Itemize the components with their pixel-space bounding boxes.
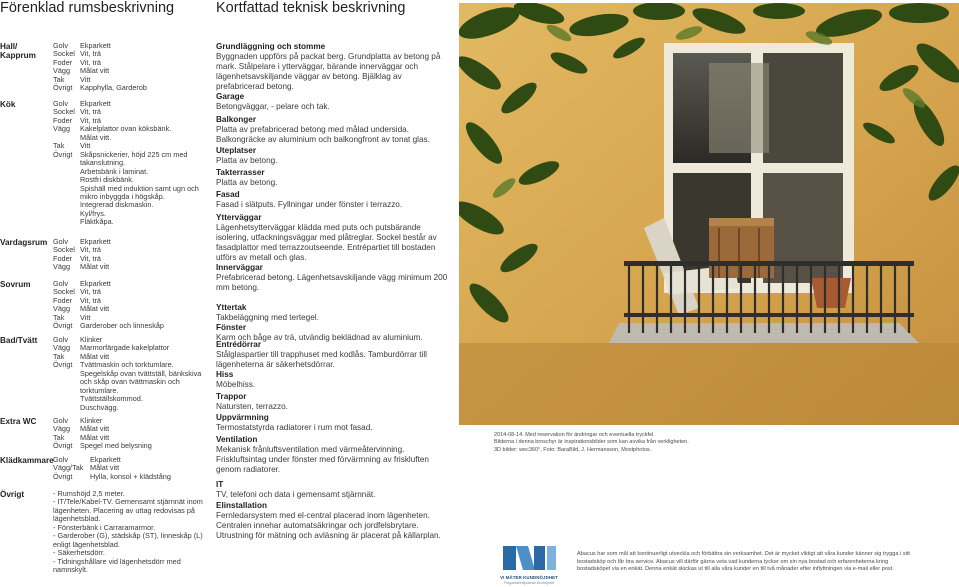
room-row-label: Vägg/Tak <box>53 463 84 473</box>
room-row-value: Målat vitt <box>80 66 110 76</box>
tech-section-body: Mekanisk frånluftsventilation med värmeåtervinning. Friskluftsintag under fönster med förvärmning av friskluften genom radiatorer. <box>216 445 429 474</box>
room-row-label: Vägg <box>53 424 71 434</box>
room-name: Klädkammare <box>0 456 54 465</box>
room-row-label: Vägg <box>53 66 71 76</box>
room-row-value: Tvättmaskin och torktumlare. <box>80 360 174 370</box>
tech-section-body: Byggnaden uppförs på packat berg. Grundplatta av betong på mark. Stålpelare i ytterväggar, bärande innerväggar och lägenhetsavskiljande väggar av betong. Bjälklag av prefabricerad betong. <box>216 52 441 91</box>
tech-section <box>216 480 452 500</box>
room-row <box>0 201 212 209</box>
room-row-label: Tak <box>53 141 65 151</box>
tech-section-body: Fasad i slätputs. Fyllningar under fönster i terrazzo. <box>216 200 403 209</box>
room-row-value: Kapphylla, Garderob <box>80 83 147 93</box>
tech-section <box>216 190 452 210</box>
room-name: Kök <box>0 100 16 109</box>
tech-section-body: Betongväggar, - pelare och tak. <box>216 102 330 111</box>
tech-section <box>216 392 452 412</box>
room-row-label: Sockel <box>53 107 75 117</box>
room-section <box>0 238 212 272</box>
tech-section-body: Stålglaspartier till trapphuset med kodlås. Tamburdörrar till lägenheterna är säkerhetsdörrar. <box>216 350 427 369</box>
room-row-label: Vägg <box>53 262 71 272</box>
tech-section-body: Platta av prefabricerad betong med målad undersida. Balkongräcke av aluminium och balkongfront av tonat glas. <box>216 125 430 144</box>
room-row <box>0 263 212 271</box>
room-row-label: Golv <box>53 99 69 108</box>
tech-section-title: Uteplatser <box>216 146 257 155</box>
room-row <box>0 370 212 395</box>
nki-logo-mark <box>497 544 561 574</box>
room-row-value: Ekparkett <box>80 237 111 246</box>
tech-section <box>216 413 452 433</box>
room-row-value: Tvättställskommod. <box>80 394 143 404</box>
tech-section <box>216 213 452 263</box>
tech-section-title: Balkonger <box>216 115 257 124</box>
tech-section <box>216 146 452 166</box>
room-row-label: Golv <box>53 237 69 246</box>
room-row-value: Vit, trä <box>80 49 101 59</box>
tech-section-body: Prefabricerad betong. Lägenhetsavskiljande vägg minimum 200 mm betong. <box>216 273 448 292</box>
room-row <box>0 185 212 202</box>
room-row <box>0 108 212 116</box>
tech-section-body: Takbeläggning med tertegel. <box>216 313 319 322</box>
tech-section <box>216 115 452 145</box>
room-row <box>0 42 212 50</box>
room-row <box>0 305 212 313</box>
room-row-label: Tak <box>53 312 65 322</box>
room-row-label: Sockel <box>53 287 75 297</box>
caption-line: 3D bilder: wec360°, Foto: BaraBild, J. Hermansson, Mostphotos. <box>494 446 652 453</box>
room-row-value: Klinker <box>80 416 103 425</box>
tech-section-title: Hiss <box>216 370 234 379</box>
room-row-value: Vit, trä <box>80 295 101 305</box>
nki-logo <box>497 544 561 586</box>
room-section <box>0 336 212 412</box>
tech-section-body: Fernledarsystem med el-central placerad inom lägenheten. Centralen innehar automatsäkringar och jordfelsbrytare. Utrustning för mätning och avläsning är placerat på källarplan. <box>216 511 441 540</box>
room-section <box>0 456 212 481</box>
room-row-label: Golv <box>53 335 69 344</box>
page-heading-rooms: Förenklad rumsbeskrivning <box>0 0 175 16</box>
tech-section-title: Garage <box>216 92 245 101</box>
room-row-value: Integrerad diskmaskin. <box>80 200 154 210</box>
tech-section <box>216 168 452 188</box>
ovrigt-heading: Övrigt <box>0 490 25 499</box>
room-row-label: Tak <box>53 351 65 361</box>
room-row-value: Målat vitt <box>90 463 120 473</box>
room-row-label: Golv <box>53 279 69 288</box>
ovrigt-item: - IT/Tele/Kabel-TV. Gemensamt stjärnnät inom lägenheten. Placering av uttag redovisas på lägenhetsblad. <box>53 497 203 524</box>
tech-section-body: Termostatstyrda radiatorer i rum mot fasad. <box>216 423 373 432</box>
ovrigt-item: - Garderober (G), städskåp (ST), linneskåp (L) enligt lägenhetsblad. <box>53 531 203 549</box>
nki-logo-text: VI MÄTER KUNDNÖJDHET <box>500 575 558 580</box>
photo-caption <box>494 432 724 454</box>
room-row-value: Målat vitt <box>80 424 110 434</box>
room-row-label: Tak <box>53 74 65 84</box>
tech-section-title: Takterrasser <box>216 168 265 177</box>
tech-section <box>216 370 452 390</box>
nki-description: Abacus har som mål att kontinuerligt utveckla och förbättra sin verksamhet. Det är mycket viktigt att våra kunder känner sig trygga i sitt bostadsköp och får bra service. Abacus vill därför gärna veta vad kunderna tycker om sin nya bostad och erfarenheterna kring bostadsköpet via en enkät. Denna enkät skickas ut till alla våra kunder en till två månader efter inflyttningen via e-mail eller post. <box>577 551 910 573</box>
tech-section-title: Trappor <box>216 392 247 401</box>
tech-section-title: Ytterväggar <box>216 213 262 222</box>
caption-line: Bilderna i denna broschyr är inspirationsbilder som kan avvika från verkligheten. <box>494 439 689 446</box>
room-row-value: Vit, trä <box>80 253 101 263</box>
room-row-label: Vägg <box>53 304 71 314</box>
room-row-value: Vit, trä <box>80 115 101 125</box>
tech-section-title: Uppvärmning <box>216 413 269 422</box>
room-row-label: Övrigt <box>53 321 73 331</box>
room-row <box>0 100 212 108</box>
tech-section-title: Fasad <box>216 190 240 199</box>
room-row-value: Målat vitt. <box>80 132 112 142</box>
room-row-label: Tak <box>53 432 65 442</box>
tech-section <box>216 303 452 323</box>
room-row-value: Fläktkåpa. <box>80 217 114 227</box>
tech-section <box>216 92 452 112</box>
tech-section-body: Platta av betong. <box>216 178 278 187</box>
room-row <box>0 280 212 288</box>
room-name: Extra WC <box>0 417 37 426</box>
tech-section <box>216 501 452 541</box>
room-row-value: Vit, trä <box>80 57 101 67</box>
room-row <box>0 288 212 296</box>
room-row-label: Foder <box>53 295 73 305</box>
room-section <box>0 417 212 451</box>
room-row-value: Kakelplattor ovan köksbänk. <box>80 124 172 134</box>
room-row-label: Övrigt <box>53 149 73 159</box>
room-row <box>0 238 212 246</box>
room-row-label: Golv <box>53 41 69 50</box>
room-row <box>0 151 212 168</box>
room-row-value: Vit, trä <box>80 287 101 297</box>
room-row-value: Spegelskåp ovan tvättställ, bänkskiva och skåp ovan tvättmaskin och torktumlare. <box>80 368 202 395</box>
room-row-label: Övrigt <box>53 360 73 370</box>
tech-section <box>216 435 452 475</box>
room-section <box>0 280 212 331</box>
room-row-value: Ekparkett <box>80 99 111 108</box>
room-row <box>0 67 212 75</box>
room-row-value: Rostfri diskbänk. <box>80 175 134 185</box>
room-row-label: Övrigt <box>53 83 73 93</box>
tech-section-body: Platta av betong. <box>216 156 278 165</box>
ovrigt-item: - Fönsterbänk i Carraramarmor. <box>53 522 156 532</box>
room-row-value: Vit, trä <box>80 245 101 255</box>
tech-section-body: Karm och båge av trä, utvändig beklädnad av aluminium. <box>216 333 423 342</box>
tech-section-title: Entrédörrar <box>216 340 262 349</box>
tech-section-title: Elinstallation <box>216 501 267 510</box>
room-row-value: Vit, trä <box>80 107 101 117</box>
room-row-value: Vitt <box>80 312 91 322</box>
room-row-label: Vägg <box>53 124 71 134</box>
tech-section <box>216 42 452 92</box>
room-row-value: Ekparkett <box>90 455 121 464</box>
tech-section-title: Grundläggning och stomme <box>216 42 326 51</box>
tech-section-title: Innerväggar <box>216 263 263 272</box>
balcony-illustration <box>459 3 959 425</box>
tech-section-body: TV, telefoni och data i gemensamt stjärnnät. <box>216 490 376 499</box>
room-row-value: Kyl/frys. <box>80 208 106 218</box>
room-name: Bad/Tvätt <box>0 336 38 345</box>
room-row-value: Spishäll med induktion samt ugn och mikro inbyggda i högskåp. <box>80 183 199 201</box>
room-row-label: Övrigt <box>53 441 73 451</box>
room-row <box>0 322 212 330</box>
room-row-value: Garderober och linneskåp <box>80 321 164 331</box>
room-row-value: Duschvägg. <box>80 402 119 412</box>
room-row-value: Skåpsnickerier, höjd 225 cm med takanslutning. <box>80 149 188 168</box>
room-row-value: Arbetsbänk i laminat. <box>80 166 149 176</box>
tech-section-title: IT <box>216 480 224 489</box>
room-name: Sovrum <box>0 280 31 289</box>
room-row-value: Målat vitt <box>80 351 110 361</box>
room-row-value: Spegel med belysning <box>80 441 152 451</box>
tech-section-title: Yttertak <box>216 303 247 312</box>
room-row <box>0 134 212 142</box>
nki-logo-subtext: Prisgaranti/erbjudande kundnöjdhet <box>503 581 555 585</box>
room-row-value: Ekparkett <box>80 41 111 50</box>
room-row-label: Foder <box>53 253 73 263</box>
ovrigt-item: - Rumshöjd 2,5 meter. <box>53 489 125 498</box>
room-row-value: Målat vitt <box>80 262 110 272</box>
room-row-value: Ekparkett <box>80 279 111 288</box>
room-section <box>0 100 212 227</box>
room-row-value: Klinker <box>80 335 103 344</box>
tech-section-title: Ventilation <box>216 435 258 444</box>
tech-section-body: Lägenhetsytterväggar klädda med puts och putsbärande isolering, utfackningsväggar med plåtreglar. Sockel består av fasadplattor med terrazzoutseende. Entrépartiet till bostaden utförs av metall och glas. <box>216 223 437 262</box>
room-row-value: Hylla, konsol + klädstång <box>90 471 171 481</box>
tech-section-title: Fönster <box>216 323 247 332</box>
room-row-label: Foder <box>53 57 73 67</box>
room-section <box>0 42 212 93</box>
room-row-label: Golv <box>53 416 69 425</box>
room-row <box>0 50 212 58</box>
ovrigt-item: - Tidningshållare vid lägenhetsdörr med namnskylt. <box>53 556 181 575</box>
room-row <box>0 473 212 481</box>
room-row <box>0 246 212 254</box>
room-row-label: Sockel <box>53 245 75 255</box>
room-row-value: Målat vitt <box>80 432 110 442</box>
room-row-label: Vägg <box>53 343 71 353</box>
tech-section <box>216 263 452 293</box>
ovrigt-item: - Säkerhetsdörr. <box>53 548 105 558</box>
ovrigt-list <box>53 490 213 575</box>
caption-line: 2014-08-14. Med reservation för ändringar och eventuella tryckfel. <box>494 432 655 438</box>
room-row <box>0 404 212 412</box>
room-row-label: Sockel <box>53 49 75 59</box>
room-row-label: Golv <box>53 455 69 464</box>
room-row-value: Målat vitt <box>80 304 110 314</box>
room-row-value: Vitt <box>80 141 91 151</box>
tech-section-body: Möbelhiss. <box>216 380 256 389</box>
room-name: Vardagsrum <box>0 238 48 247</box>
room-name: Hall/ Kapprum <box>0 42 36 61</box>
room-row-label: Övrigt <box>53 471 73 481</box>
room-row-value: Marmorfärgade kakelplattor <box>80 343 170 353</box>
page-heading-technical: Kortfattad teknisk beskrivning <box>216 0 406 16</box>
tech-section <box>216 340 452 370</box>
room-row <box>0 84 212 92</box>
tech-section-body: Natursten, terrazzo. <box>216 402 288 411</box>
room-row <box>0 442 212 450</box>
room-row-label: Foder <box>53 115 73 125</box>
room-row <box>0 218 212 226</box>
balcony-photo <box>459 3 959 425</box>
room-row-value: Vitt <box>80 74 91 84</box>
